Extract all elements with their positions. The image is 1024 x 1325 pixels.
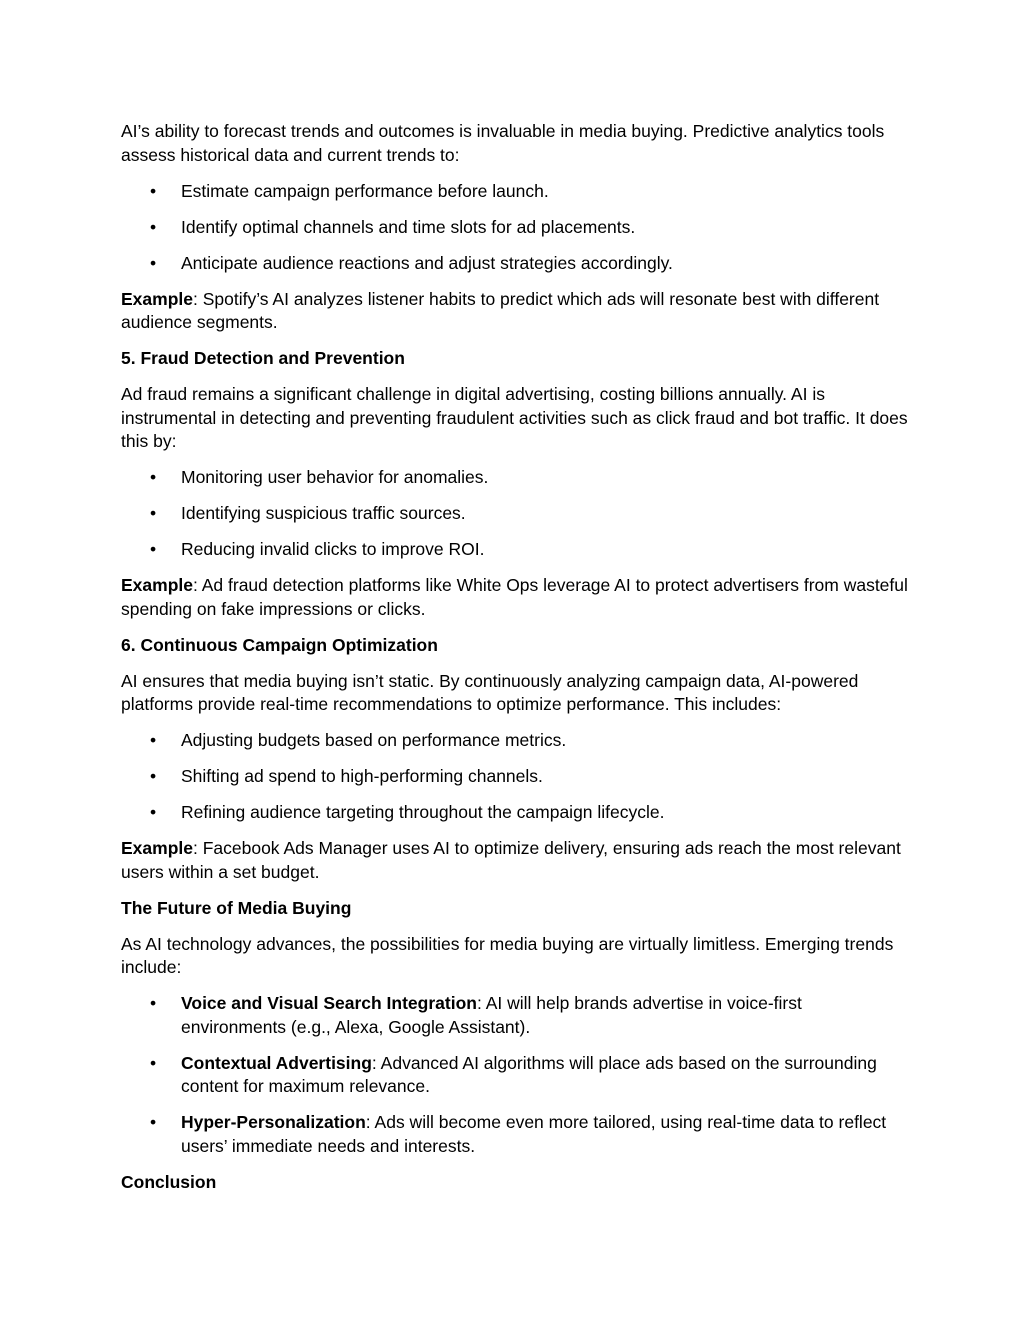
section-heading-future: The Future of Media Buying	[121, 897, 352, 918]
optimization-example	[121, 837, 911, 884]
list-item: • Adjusting budgets based on performance metrics.	[121, 729, 911, 753]
bullet-icon: •	[150, 503, 157, 523]
list-item: • Shifting ad spend to high-performing channels.	[121, 765, 911, 789]
example-label: Example	[121, 838, 193, 858]
bullet-icon: •	[150, 766, 157, 786]
intro-bullet-list	[121, 180, 911, 276]
fraud-example	[121, 574, 911, 621]
future-paragraph: As AI technology advances, the possibilities for media buying are virtually limitless. Emerging trends include:	[121, 933, 894, 977]
trend-term: Contextual Advertising	[181, 1052, 372, 1073]
list-item	[121, 1111, 911, 1158]
optimization-bullet-list	[121, 729, 911, 825]
trend-text: : AI will help brands advertise in voice-first environments (e.g., Alexa, Google Assistant).	[181, 993, 802, 1037]
trend-text: : Advanced AI algorithms will place ads based on the surrounding content for maximum relevance.	[181, 1052, 877, 1096]
bullet-icon: •	[150, 539, 157, 559]
example-text: : Spotify’s AI analyzes listener habits to predict which ads will resonate best with different audience segments.	[121, 288, 880, 332]
bullet-icon: •	[150, 1052, 157, 1073]
optimization-paragraph: AI ensures that media buying isn’t static. By continuously analyzing campaign data, AI-powered platforms provide real-time recommendations to optimize performance. This includes:	[121, 670, 859, 714]
bullet-icon: •	[150, 180, 157, 201]
fraud-bullet-list	[121, 466, 911, 562]
bullet-icon: •	[150, 730, 157, 750]
example-text: : Facebook Ads Manager uses AI to optimize delivery, ensuring ads reach the most relevant users within a set budget.	[121, 838, 901, 882]
intro-example	[121, 288, 911, 335]
example-label: Example	[121, 288, 193, 309]
list-item: • Anticipate audience reactions and adjust strategies accordingly.	[121, 252, 911, 276]
bullet-icon: •	[150, 467, 157, 487]
intro-paragraph: AI’s ability to forecast trends and outcomes is invaluable in media buying. Predictive analytics tools assess historical data and current trends to:	[121, 121, 885, 165]
trend-term: Voice and Visual Search Integration	[181, 993, 477, 1013]
document-page	[121, 120, 911, 1207]
list-item: • Monitoring user behavior for anomalies.	[121, 466, 911, 490]
example-text: : Ad fraud detection platforms like White Ops leverage AI to protect advertisers from wasteful spending on fake impressions or clicks.	[121, 575, 908, 619]
list-item: • Identifying suspicious traffic sources.	[121, 502, 911, 526]
bullet-icon: •	[150, 252, 157, 273]
trend-term: Hyper-Personalization	[181, 1112, 366, 1132]
example-label: Example	[121, 575, 193, 595]
list-item: • Refining audience targeting throughout the campaign lifecycle.	[121, 801, 911, 825]
list-item: • Identify optimal channels and time slots for ad placements.	[121, 216, 911, 240]
section-heading-optimization: 6. Continuous Campaign Optimization	[121, 634, 438, 655]
bullet-icon: •	[150, 802, 157, 822]
section-heading-fraud: 5. Fraud Detection and Prevention	[121, 348, 405, 368]
trend-text: : Ads will become even more tailored, using real-time data to reflect users’ immediate needs and interests.	[181, 1112, 887, 1156]
list-item: • Estimate campaign performance before launch.	[121, 180, 911, 204]
list-item	[121, 1052, 911, 1099]
list-item	[121, 992, 911, 1039]
section-heading-conclusion: Conclusion	[121, 1171, 217, 1192]
fraud-paragraph: Ad fraud remains a significant challenge in digital advertising, costing billions annually. AI is instrumental in detecting and preventing fraudulent activities such as click fraud and bot traffic. It does this by:	[121, 384, 908, 451]
bullet-icon: •	[150, 993, 157, 1013]
bullet-icon: •	[150, 1112, 157, 1132]
list-item: • Reducing invalid clicks to improve ROI.	[121, 538, 911, 562]
bullet-icon: •	[150, 216, 157, 237]
future-bullet-list	[121, 992, 911, 1158]
